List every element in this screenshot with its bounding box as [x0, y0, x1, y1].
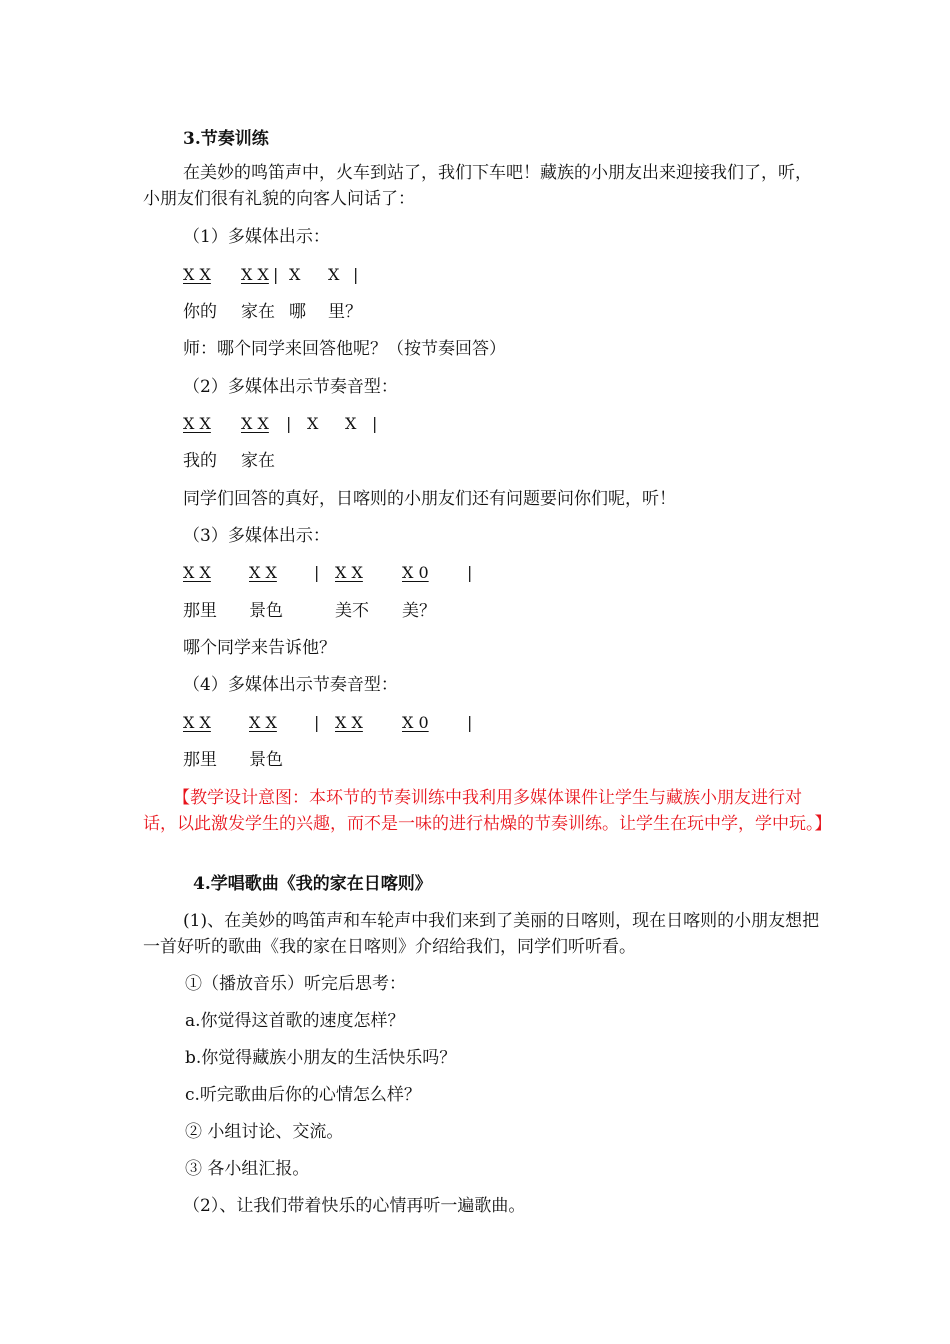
lyric-word: 我的 — [183, 451, 217, 471]
lyric-word: 景色 — [249, 601, 283, 621]
lyric-word: 家在 — [241, 302, 275, 322]
rhythm-note: X — [328, 265, 340, 284]
rhythm-note: X X — [335, 563, 363, 582]
lyric-line-3 — [183, 600, 503, 622]
bar-line: | — [273, 265, 279, 284]
item-2-label: （2）多媒体出示节奏音型： — [183, 377, 398, 397]
rhythm-note: X 0 — [402, 713, 429, 732]
step-3: ③ 各小组汇报。 — [185, 1159, 310, 1179]
question-a: a.你觉得这首歌的速度怎样？ — [185, 1011, 405, 1031]
rhythm-note: X X — [183, 563, 211, 582]
bar-line: | — [314, 563, 320, 582]
bar-line: | — [353, 265, 359, 284]
lyric-word: 美不 — [335, 601, 369, 621]
bar-line: | — [467, 563, 473, 582]
rhythm-note: X X — [183, 713, 211, 732]
rhythm-line-3 — [183, 562, 503, 584]
rhythm-note: X X — [241, 414, 269, 433]
step-2: ② 小组讨论、交流。 — [185, 1122, 344, 1142]
question-c: c.听完歌曲后你的心情怎么样？ — [185, 1085, 421, 1105]
rhythm-note: X 0 — [402, 563, 429, 582]
rhythm-note: X — [307, 414, 319, 433]
lyric-word: 景色 — [249, 750, 283, 770]
bar-line: | — [286, 414, 292, 433]
design-intent-note: 【教学设计意图：本环节的节奏训练中我利用多媒体课件让学生与藏族小朋友进行对话，以此激发学生的兴趣，而不是一味的进行枯燥的节奏训练。让学生在玩中学，学中玩。】 — [143, 788, 832, 834]
rhythm-note: X X — [249, 563, 277, 582]
bar-line: | — [372, 414, 378, 433]
item-3-label: （3）多媒体出示： — [183, 526, 330, 546]
lyric-word: 那里 — [183, 750, 217, 770]
lyric-word: 美？ — [402, 601, 436, 621]
praise-text: 同学们回答的真好，日喀则的小朋友们还有问题要问你们呢，听！ — [183, 489, 676, 509]
rhythm-note: X — [289, 265, 301, 284]
section-3-intro: 在美妙的鸣笛声中，火车到站了，我们下车吧！藏族的小朋友出来迎接我们了，听，小朋友们很有礼貌的向客人问话了： — [143, 163, 812, 209]
rhythm-note: X — [345, 414, 357, 433]
ask-text: 哪个同学来告诉他？ — [183, 638, 336, 658]
lyric-word: 那里 — [183, 601, 217, 621]
lyric-word: 你的 — [183, 302, 217, 322]
item-1-label: （1）多媒体出示： — [183, 227, 330, 247]
rhythm-note: X X — [183, 265, 211, 284]
rhythm-line-4 — [183, 712, 503, 734]
rhythm-note: X X — [249, 713, 277, 732]
rhythm-note: X X — [335, 713, 363, 732]
step-1: ①（播放音乐）听完后思考： — [185, 974, 406, 994]
lyric-word: 里？ — [328, 302, 362, 322]
rhythm-note: X X — [241, 265, 269, 284]
question-b: b.你觉得藏族小朋友的生活快乐吗？ — [185, 1048, 457, 1068]
section-4-title: 4.学唱歌曲《我的家在日喀则》 — [193, 874, 432, 894]
bar-line: | — [314, 713, 320, 732]
rhythm-note: X X — [183, 414, 211, 433]
section-4-para-1: (1)、在美妙的鸣笛声和车轮声中我们来到了美丽的日喀则，现在日喀则的小朋友想把一首好听的歌曲《我的家在日喀则》介绍给我们，同学们听听看。 — [143, 911, 820, 957]
lyric-line-1 — [183, 301, 483, 323]
teacher-question: 师：哪个同学来回答他呢？（按节奏回答） — [183, 339, 506, 359]
section-4-para-2: （2）、让我们带着快乐的心情再听一遍歌曲。 — [183, 1196, 526, 1216]
lyric-word: 哪 — [289, 302, 306, 322]
section-3-title: 3.节奏训练 — [183, 129, 269, 149]
bar-line: | — [467, 713, 473, 732]
rhythm-line-2 — [183, 413, 483, 435]
lyric-line-2 — [183, 450, 483, 472]
item-4-label: （4）多媒体出示节奏音型： — [183, 675, 398, 695]
lyric-word: 家在 — [241, 451, 275, 471]
lyric-line-4 — [183, 749, 503, 771]
rhythm-line-1 — [183, 264, 483, 286]
